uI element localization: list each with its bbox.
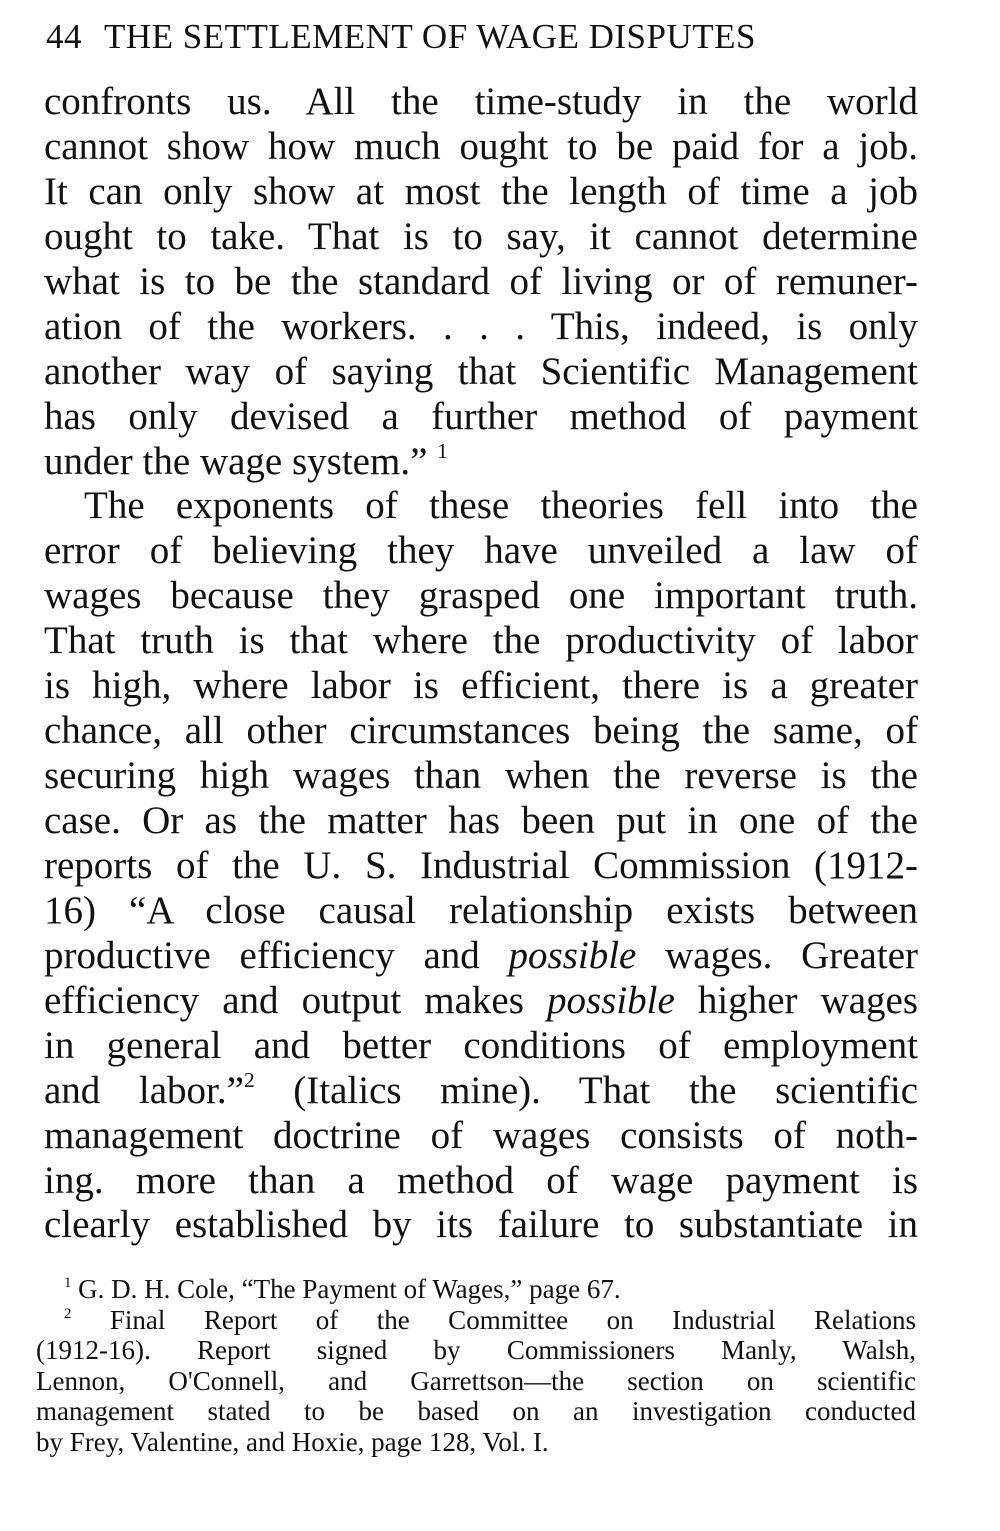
running-title: THE SETTLEMENT OF WAGE DISPUTES: [104, 17, 756, 56]
text-segment: productive efficiency and: [44, 933, 480, 977]
text-line: ought to take. That is to say, it cannot determine: [44, 214, 918, 258]
text-line: has only devised a further method of payment: [44, 394, 918, 438]
text-line: confronts us. All the time-study in the world: [44, 80, 918, 123]
paragraph-start-line: The exponents of these theories fell into the: [84, 484, 918, 528]
italic-emphasis: possible: [508, 933, 637, 977]
text-segment: efficiency and output makes: [44, 978, 524, 1022]
italic-emphasis: possible: [546, 978, 675, 1022]
page-number: 44: [46, 17, 82, 56]
text-line: It can only show at most the length of time a job: [44, 169, 918, 213]
footnote-2: [36, 1305, 916, 1336]
footnote-line: (1912-16). Report signed by Commissioners Manly, Walsh,: [36, 1335, 916, 1365]
text-segment: (Italics mine). That the scientific: [293, 1068, 919, 1112]
running-head: [46, 14, 916, 60]
footnote-text: G. D. H. Cole, “The Payment of Wages,” page 67.: [78, 1274, 621, 1304]
footnotes: [36, 1274, 916, 1457]
text-segment: higher wages: [697, 978, 918, 1022]
text-line: clearly established by its failure to substantiate in: [44, 1203, 918, 1247]
text-line: what is to be the standard of living or of remuner-: [44, 259, 918, 303]
body-text: [44, 80, 918, 1248]
text-segment: under the wage system.”: [44, 439, 428, 483]
text-line: case. Or as the matter has been put in one of the: [44, 799, 918, 842]
footnote-line: management stated to be based on an investigation conducted: [36, 1396, 916, 1426]
text-line: management doctrine of wages consists of noth-: [44, 1113, 918, 1157]
footnote-line: Lennon, O'Connell, and Garrettson—the section on scientific: [36, 1365, 916, 1396]
text-line: securing high wages than when the reverse is the: [44, 754, 918, 798]
footnote-ref-2: 2: [243, 1067, 255, 1092]
text-line: wages because they grasped one important truth.: [44, 574, 918, 618]
text-segment: wages. Greater: [665, 933, 918, 977]
text-segment: and labor.”: [44, 1068, 244, 1112]
footnote-line: by Frey, Valentine, and Hoxie, page 128, Vol. I.: [36, 1426, 549, 1457]
text-line: is high, where labor is efficient, there is a greater: [44, 664, 918, 708]
text-line: error of believing they have unveiled a law of: [44, 529, 918, 573]
text-line: 16) “A close causal relationship exists between: [44, 888, 918, 932]
text-line: ing. more than a method of wage payment is: [44, 1158, 918, 1202]
footnote-text: Final Report of the Committee on Industrial Relations: [109, 1304, 917, 1335]
text-line: chance, all other circumstances being the same, of: [44, 709, 918, 753]
text-line: [44, 979, 918, 1024]
footnote-ref-1: 1: [437, 438, 448, 463]
text-line: [44, 440, 918, 485]
text-line: ation of the workers. . . . This, indeed, is only: [44, 304, 918, 348]
text-line: reports of the U. S. Industrial Commission (1912-: [44, 843, 918, 887]
text-line: That truth is that where the productivity of labor: [44, 619, 918, 663]
text-line: cannot show how much ought to be paid for a job.: [44, 124, 918, 168]
footnote-1: [36, 1274, 916, 1305]
text-line: another way of saying that Scientific Management: [44, 349, 918, 393]
text-line: [44, 1069, 918, 1114]
text-line: in general and better conditions of employment: [44, 1023, 918, 1067]
footnote-mark: 1: [64, 1274, 72, 1291]
footnote-mark: 2: [64, 1305, 72, 1322]
text-line: [44, 934, 918, 979]
